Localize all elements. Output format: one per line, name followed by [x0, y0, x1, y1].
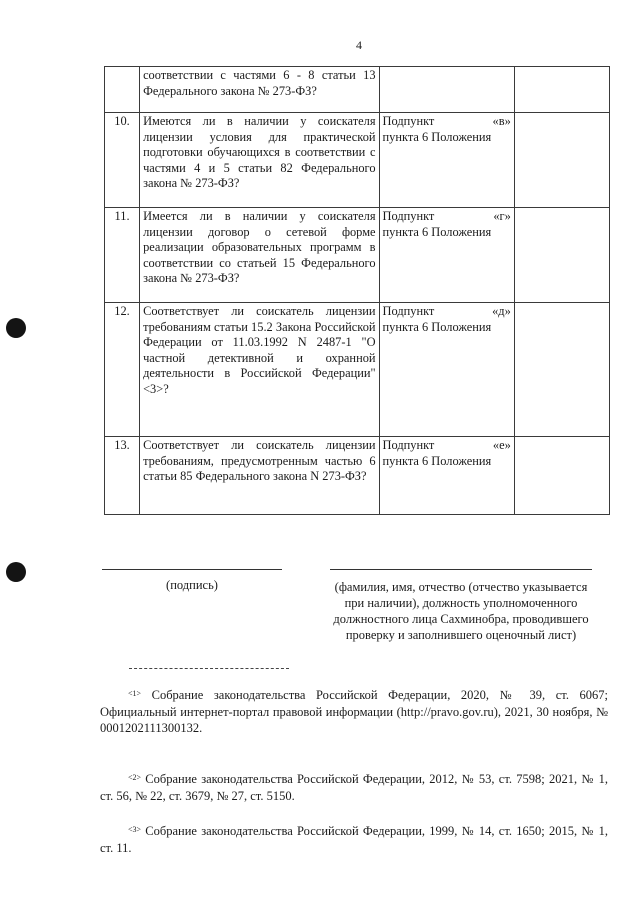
row-empty-cell [514, 67, 609, 113]
row-number [105, 67, 140, 113]
table-row [105, 437, 610, 515]
signature-caption: (подпись) [166, 578, 218, 592]
checklist-table [104, 66, 610, 515]
row-question: Соответствует ли соискатель лицензии требованиям, предусмотренным частью 6 статьи 85 Федерального закона N 273-ФЗ? [140, 437, 379, 515]
signature-line [102, 569, 282, 570]
punch-hole-top [6, 318, 26, 338]
name-line [330, 569, 592, 570]
footnote-text: Собрание законодательства Российской Федерации, 1999, № 14, ст. 1650; 2015, № 1, ст. 11. [100, 824, 608, 855]
row-number: 10. [105, 113, 140, 208]
row-reference [379, 67, 514, 113]
footnote-2 [100, 770, 608, 804]
table-row [105, 208, 610, 303]
table-row [105, 303, 610, 437]
table-row [105, 113, 610, 208]
punch-hole-bottom [6, 562, 26, 582]
page-number: 4 [356, 38, 362, 52]
footnote-text: Собрание законодательства Российской Федерации, 2020, № 39, ст. 6067; Официальный интернет-портал правовой информации (http://pravo.gov.ru), 2021, 30 ноября, № 0001202111300132. [100, 688, 608, 735]
row-number: 12. [105, 303, 140, 437]
row-empty-cell [514, 303, 609, 437]
name-caption: (фамилия, имя, отчество (отчество указывается при наличии), должность уполномоченного должностного лица Сахминобра, проводившего проверку и заполнившего оценочный лист) [333, 580, 589, 642]
footnote-separator [129, 668, 289, 669]
row-empty-cell [514, 113, 609, 208]
footnote-mark: <1> [128, 689, 142, 698]
row-number: 13. [105, 437, 140, 515]
footnote-text: Собрание законодательства Российской Федерации, 2012, № 53, ст. 7598; 2021, № 1, ст. 56, № 22, ст. 3679, № 27, ст. 5150. [100, 772, 608, 803]
row-question: Имеются ли в наличии у соискателя лицензии условия для практической подготовки обучающихся в соответствии с частями 4 и 5 статьи 82 Федерального закона № 273-ФЗ? [140, 113, 379, 208]
row-reference: Подпункт «д» пункта 6 Положения [379, 303, 514, 437]
footnote-mark: <3> [128, 825, 142, 834]
row-question: соответствии с частями 6 - 8 статьи 13 Федерального закона № 273-ФЗ? [140, 67, 379, 113]
row-question: Соответствует ли соискатель лицензии требованиям статьи 15.2 Закона Российской Федерации от 11.03.1992 N 2487-1 "О частной детективной и охранной деятельности в Российской Федерации" <3>? [140, 303, 379, 437]
row-reference: Подпункт «в» пункта 6 Положения [379, 113, 514, 208]
footnote-3 [100, 822, 608, 856]
row-number: 11. [105, 208, 140, 303]
footnote-mark: <2> [128, 773, 142, 782]
row-reference: Подпункт «г» пункта 6 Положения [379, 208, 514, 303]
footnote-1 [100, 686, 608, 737]
row-question: Имеется ли в наличии у соискателя лицензии договор о сетевой форме реализации образовательных программ в соответствии со статьей 15 Федерального закона № 273-ФЗ? [140, 208, 379, 303]
row-reference: Подпункт «е» пункта 6 Положения [379, 437, 514, 515]
table-row [105, 67, 610, 113]
row-empty-cell [514, 437, 609, 515]
row-empty-cell [514, 208, 609, 303]
